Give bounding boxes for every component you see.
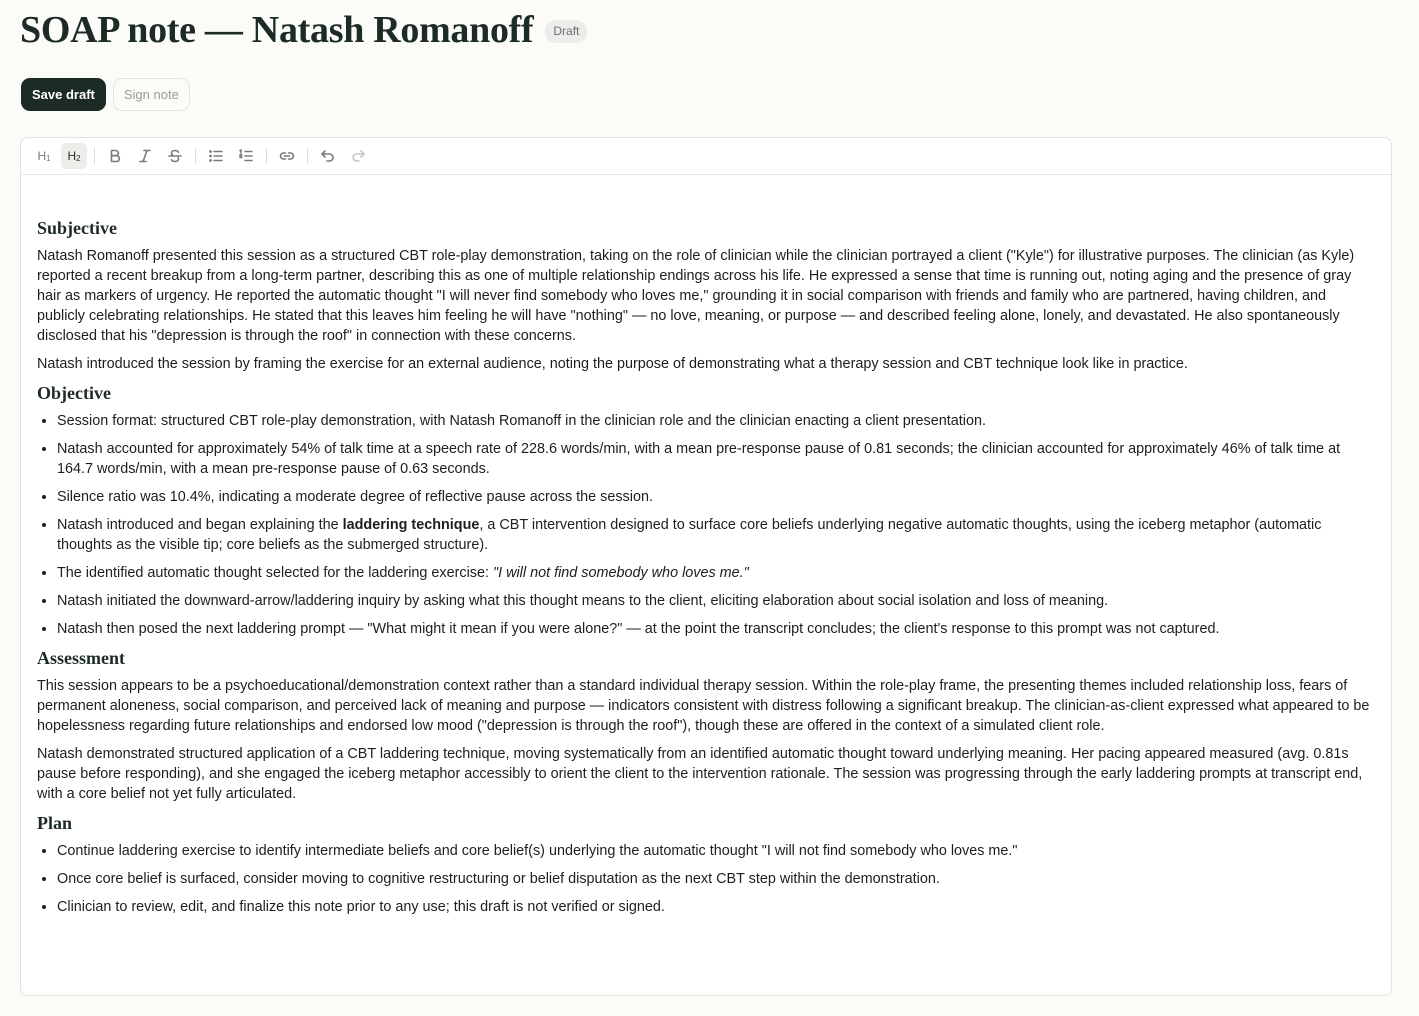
list-item: • Natash accounted for approximately 54% of talk time at a speech rate of 228.6 words/min, with a mean pre-response pause of 0.81 seconds; the clinician accounted for approximately 46% of talk time at 164.7 words/min, with a mean pre-response pause of 0.63 seconds. bbox=[57, 439, 1375, 479]
numbered-list-button[interactable] bbox=[233, 143, 259, 169]
undo-button[interactable] bbox=[315, 143, 341, 169]
heading-2-button[interactable] bbox=[61, 143, 87, 169]
sign-note-button[interactable]: Sign note bbox=[113, 78, 190, 111]
redo-button[interactable] bbox=[345, 143, 371, 169]
list-item-text: The identified automatic thought selected for the laddering exercise: bbox=[57, 565, 493, 581]
plan-heading: Plan bbox=[37, 813, 73, 833]
list-item-text: , a CBT intervention designed to surface core beliefs underlying negative automatic thoughts, using the iceberg metaphor (automatic thoughts as the visible tip; core beliefs as the submerged structure). bbox=[57, 517, 1322, 553]
italic-button[interactable] bbox=[132, 143, 158, 169]
link-button[interactable] bbox=[274, 143, 300, 169]
link-icon bbox=[279, 148, 295, 164]
italic-quote: "I will not find somebody who loves me." bbox=[492, 565, 749, 581]
status-badge: Draft bbox=[545, 20, 587, 43]
bold-term: laddering technique bbox=[342, 517, 480, 533]
subjective-heading: Subjective bbox=[37, 218, 117, 238]
bold-button[interactable] bbox=[102, 143, 128, 169]
note-editor bbox=[20, 137, 1392, 996]
heading-2-icon bbox=[67, 149, 80, 163]
undo-icon bbox=[320, 148, 336, 164]
page-header bbox=[20, 8, 587, 52]
objective-heading: Objective bbox=[37, 383, 111, 403]
numbered-list-icon bbox=[238, 148, 254, 164]
assessment-paragraph: Natash demonstrated structured application of a CBT laddering technique, moving systematically from an identified automatic thought toward underlying meaning. Her pacing appeared measured (avg. 0.81s pause before responding), and she engaged the iceberg metaphor accessibly to orient the client to the intervention rationale. The session was progressing through the early laddering prompts at transcript end, with a core belief not yet fully articulated. bbox=[37, 746, 1363, 802]
heading-1-icon bbox=[37, 149, 50, 163]
toolbar-divider bbox=[94, 148, 95, 164]
list-item bbox=[57, 563, 1375, 583]
redo-icon bbox=[350, 148, 366, 164]
strikethrough-button[interactable] bbox=[162, 143, 188, 169]
editor-toolbar bbox=[21, 138, 1391, 175]
toolbar-divider bbox=[195, 148, 196, 164]
note-body[interactable] bbox=[21, 175, 1391, 917]
plan-list bbox=[37, 841, 1375, 917]
subjective-paragraph: Natash introduced the session by framing the exercise for an external audience, noting the purpose of demonstrating what a therapy session and CBT technique look like in practice. bbox=[37, 356, 1188, 372]
heading-1-letter: H bbox=[37, 149, 47, 163]
bold-icon bbox=[107, 148, 123, 164]
list-item: • Once core belief is surfaced, consider moving to cognitive restructuring or belief disputation as the next CBT step within the demonstration. bbox=[57, 869, 1375, 889]
assessment-heading: Assessment bbox=[37, 648, 125, 668]
list-item: • Continue laddering exercise to identify intermediate beliefs and core belief(s) underlying the automatic thought "I will not find somebody who loves me." bbox=[57, 841, 1375, 861]
heading-1-button[interactable] bbox=[31, 143, 57, 169]
save-draft-button[interactable]: Save draft bbox=[21, 78, 106, 111]
list-item: • Natash initiated the downward-arrow/laddering inquiry by asking what this thought means to the client, eliciting elaboration about social isolation and loss of meaning. bbox=[57, 591, 1375, 611]
list-item-text: Natash introduced and began explaining the bbox=[57, 517, 343, 533]
list-item: • Clinician to review, edit, and finalize this note prior to any use; this draft is not verified or signed. bbox=[57, 897, 1375, 917]
list-item: • Silence ratio was 10.4%, indicating a moderate degree of reflective pause across the session. bbox=[57, 487, 1375, 507]
bullet-list-button[interactable] bbox=[203, 143, 229, 169]
toolbar-divider bbox=[307, 148, 308, 164]
list-item: • Natash then posed the next laddering prompt — "What might it mean if you were alone?" — at the point the transcript concludes; the client's response to this prompt was not captured. bbox=[57, 619, 1375, 639]
list-item: • Session format: structured CBT role-play demonstration, with Natash Romanoff in the clinician role and the clinician enacting a client presentation. bbox=[57, 411, 1375, 431]
assessment-paragraph: This session appears to be a psychoeducational/demonstration context rather than a standard individual therapy session. Within the role-play frame, the presenting themes included relationship loss, fears of permanent aloneness, social comparison, and perceived lack of meaning and purpose — indicators consistent with distress following a significant breakup. The clinician-as-client expressed what appeared to be hopelessness regarding future relationships and endorsed low mood ("depression is through the roof"), though these are offered in the context of a simulated client role. bbox=[37, 678, 1370, 734]
bullet-list-icon bbox=[208, 148, 224, 164]
heading-2-level: 2 bbox=[76, 154, 81, 163]
toolbar-divider bbox=[266, 148, 267, 164]
page-title: SOAP note — Natash Romanoff bbox=[20, 9, 534, 51]
heading-2-letter: H bbox=[67, 149, 77, 163]
italic-icon bbox=[137, 148, 153, 164]
objective-list bbox=[37, 411, 1375, 639]
subjective-paragraph: Natash Romanoff presented this session as a structured CBT role-play demonstration, taking on the role of clinician while the clinician portrayed a client ("Kyle") for illustrative purposes. The clinician (as Kyle) reported a recent breakup from a long-term partner, describing this as one of multiple relationship endings across his life. He expressed a sense that time is running out, noting aging and the presence of gray hair as markers of urgency. He reported the automatic thought "I will never find somebody who loves me," grounding it in social comparison with friends and family who are partnered, having children, and publicly celebrating relationships. He stated that this leaves him feeling he will have "nothing" — no love, meaning, or purpose — and described feeling alone, lonely, and devastated. He also spontaneously disclosed that his "depression is through the roof" in connection with these concerns. bbox=[37, 248, 1355, 344]
list-item bbox=[57, 515, 1375, 555]
note-actions bbox=[21, 78, 190, 111]
heading-1-level: 1 bbox=[46, 154, 51, 163]
strikethrough-icon bbox=[167, 148, 183, 164]
